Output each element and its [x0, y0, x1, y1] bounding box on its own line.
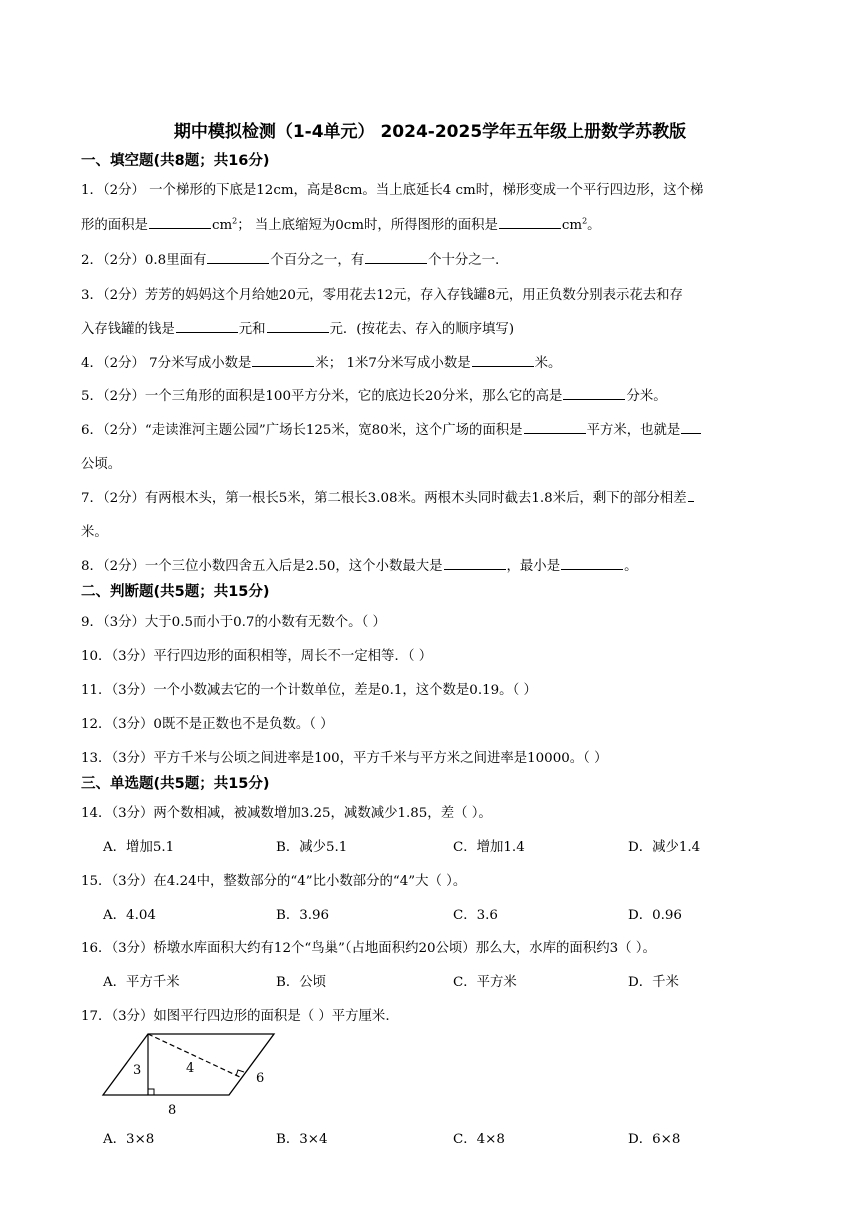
- answer-blank[interactable]: [681, 421, 701, 434]
- question-15: 15．（3分）在4.24中，整数部分的“4”比小数部分的“4”大（ ）。: [81, 874, 467, 889]
- question-10: 10．（3分）平行四边形的面积相等，周长不一定相等．（ ）: [81, 649, 433, 664]
- question-16: 16．（3分）桥墩水库面积大约有12个“鸟巢”（占地面积约20公顷）那么大，水库的面积约3（ ）。: [81, 941, 656, 956]
- question-1-line-2: 形的面积是 $cm^2$； 当上底缩短为0cm时，所得图形的面积是 $cm^2$。: [81, 216, 601, 233]
- question-2: 2．（2分）0.8里面有 个百分之一，有 个十分之一.: [81, 253, 500, 268]
- diagonal-label: 4: [186, 1061, 195, 1076]
- option-d[interactable]: D．千米: [628, 975, 679, 990]
- base-label: 8: [168, 1103, 177, 1118]
- question-3-line-2: 入存钱罐的钱是 元和 元．(按花去、存入的顺序填写): [81, 322, 515, 337]
- answer-blank[interactable]: [444, 557, 506, 570]
- question-17: 17．（3分）如图平行四边形的面积是（ ）平方厘米.: [81, 1009, 390, 1024]
- question-14: 14．（3分）两个数相减，被减数增加3.25，减数减少1.85，差（ ）。: [81, 806, 492, 821]
- option-c[interactable]: C．平方米: [453, 975, 517, 990]
- question-6-line-2: 公顷。: [81, 457, 122, 472]
- section-single-choice: 三、单选题(共5题；共15分): [81, 776, 270, 792]
- side-label: 6: [256, 1071, 265, 1086]
- question-8: 8．（2分）一个三位小数四舍五入后是2.50，这个小数最大是 ，最小是 。: [81, 559, 638, 574]
- question-3-line-1: 3．（2分）芳芳的妈妈这个月给她20元，零用花去12元，存入存钱罐8元，用正负数分别表示花去和存: [81, 288, 683, 303]
- option-a[interactable]: A．平方千米: [103, 975, 180, 990]
- option-c[interactable]: C．3.6: [453, 908, 498, 923]
- answer-blank[interactable]: [365, 251, 427, 264]
- answer-blank[interactable]: [149, 216, 211, 229]
- question-5: 5．（2分）一个三角形的面积是100平方分米，它的底边长20分米，那么它的高是 分米。: [81, 389, 667, 404]
- parallelogram-figure: [100, 1030, 280, 1120]
- question-11: 11．（3分）一个小数减去它的一个计数单位，差是0.1，这个数是0.19。（ ）: [81, 683, 537, 698]
- question-12: 12．（3分）0既不是正数也不是负数。（ ）: [81, 717, 334, 732]
- option-d[interactable]: D．减少1.4: [628, 840, 701, 855]
- option-a[interactable]: A．4.04: [103, 908, 156, 923]
- question-4: 4．（2分） 7分米写成小数是 米； 1米7分米写成小数是 米。: [81, 356, 562, 371]
- answer-blank[interactable]: [561, 557, 623, 570]
- option-b[interactable]: B．减少5.1: [276, 840, 348, 855]
- answer-blank[interactable]: [176, 320, 238, 333]
- question-9: 9．（3分）大于0.5而小于0.7的小数有无数个。（ ）: [81, 615, 386, 630]
- question-6-line-1: 6．（2分）“走读淮河主题公园”广场长125米，宽80米，这个广场的面积是 平方米，也就是: [81, 419, 702, 438]
- section-fill-in: 一、填空题(共8题；共16分): [81, 153, 270, 169]
- answer-blank[interactable]: [267, 320, 329, 333]
- option-b[interactable]: B．公顷: [276, 975, 327, 990]
- option-d[interactable]: D．6×8: [628, 1132, 681, 1147]
- question-7-line-1: 7．（2分）有两根木头，第一根长5米，第二根长3.08米。两根木头同时截去1.8米后，剩下的部分相差: [81, 487, 695, 506]
- answer-blank[interactable]: [207, 251, 269, 264]
- question-13: 13．（3分）平方千米与公顷之间进率是100，平方千米与平方米之间进率是10000。（ ）: [81, 751, 608, 766]
- answer-blank[interactable]: [524, 421, 586, 434]
- exam-title: 期中模拟检测（1-4单元） 2024-2025学年五年级上册数学苏教版: [173, 122, 687, 142]
- question-1-line-1: 1．（2分） 一个梯形的下底是12cm，高是8cm。当上底延长4 cm时，梯形变成一个平行四边形，这个梯: [81, 183, 704, 198]
- option-c[interactable]: C．4×8: [453, 1132, 505, 1147]
- answer-blank[interactable]: [688, 489, 694, 502]
- option-d[interactable]: D．0.96: [628, 908, 682, 923]
- option-c[interactable]: C．增加1.4: [453, 840, 525, 855]
- section-true-false: 二、判断题(共5题；共15分): [81, 584, 270, 600]
- answer-blank[interactable]: [499, 216, 561, 229]
- question-7-line-2: 米。: [81, 525, 108, 540]
- height-label: 3: [133, 1063, 142, 1078]
- answer-blank[interactable]: [563, 387, 625, 400]
- answer-blank[interactable]: [252, 354, 314, 367]
- option-b[interactable]: B．3.96: [276, 908, 330, 923]
- option-b[interactable]: B．3×4: [276, 1132, 328, 1147]
- option-a[interactable]: A．3×8: [103, 1132, 155, 1147]
- option-a[interactable]: A．增加5.1: [103, 840, 175, 855]
- answer-blank[interactable]: [472, 354, 534, 367]
